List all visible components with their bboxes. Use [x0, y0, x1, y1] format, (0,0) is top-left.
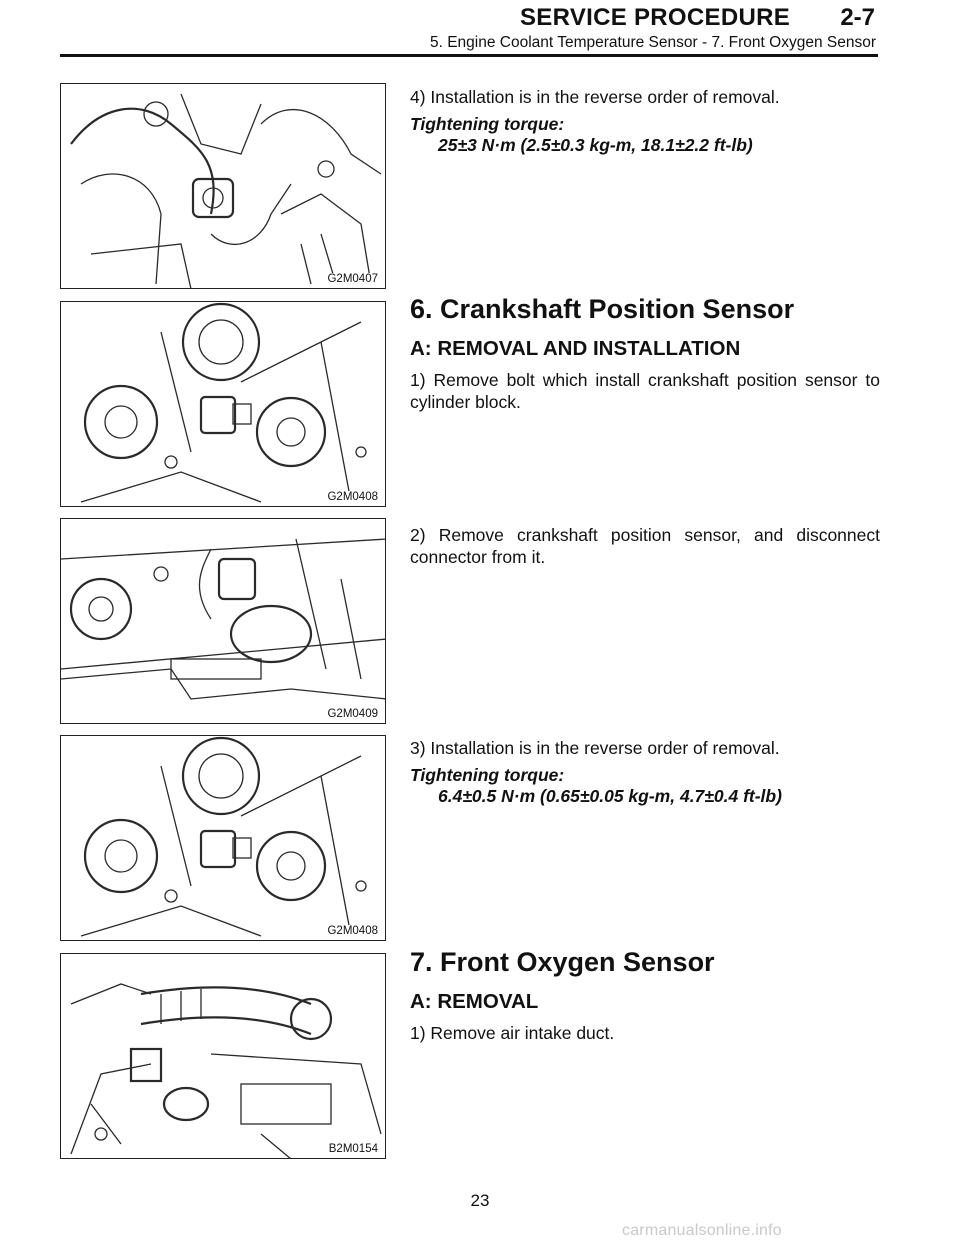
figure-code: G2M0409 [327, 708, 378, 720]
text-block-disconnect [410, 524, 880, 568]
figure-code: G2M0408 [327, 925, 378, 937]
torque-value: 25±3 N·m (2.5±0.3 kg-m, 18.1±2.2 ft-lb) [438, 135, 753, 155]
engine-illustration [61, 302, 386, 507]
figure-engine-coolant-sensor [60, 83, 386, 289]
figure-code: B2M0154 [328, 1143, 378, 1155]
step-text: 3) Installation is in the reverse order of removal. [410, 738, 780, 758]
torque-value: 6.4±0.5 N·m (0.65±0.05 kg-m, 4.7±0.4 ft-lb) [438, 786, 782, 806]
step-text: 1) Remove air intake duct. [410, 1023, 615, 1043]
header-title: SERVICE PROCEDURE [520, 4, 791, 31]
figure-air-intake-duct [60, 953, 386, 1159]
step-text: 4) Installation is in the reverse order of removal. [410, 87, 780, 107]
figure-code: G2M0408 [327, 491, 378, 503]
section-heading: 6. Crankshaft Position Sensor [410, 294, 795, 324]
figure-code: G2M0407 [327, 273, 378, 285]
step-text: 2) Remove crankshaft position sensor, and disconnect connector from it. [410, 525, 880, 567]
section-number: 2-7 [840, 4, 875, 31]
subsection-heading: A: REMOVAL [410, 990, 539, 1013]
page-header [520, 4, 875, 34]
figure-crankshaft-sensor-connector [60, 518, 386, 724]
engine-illustration [61, 519, 386, 724]
engine-illustration [61, 736, 386, 941]
watermark: carmanualsonline.info [622, 1222, 782, 1239]
page-number: 23 [470, 1191, 490, 1210]
subsection-heading: A: REMOVAL AND INSTALLATION [410, 337, 741, 360]
section-heading: 7. Front Oxygen Sensor [410, 947, 715, 977]
header-subtitle: 5. Engine Coolant Temperature Sensor - 7. Front Oxygen Sensor [429, 34, 876, 51]
engine-illustration [61, 954, 386, 1159]
figure-crankshaft-sensor-install [60, 735, 386, 941]
torque-label: Tightening torque: [410, 765, 565, 785]
text-block-crankshaft-sensor [410, 293, 880, 413]
step-text: 1) Remove bolt which install crankshaft position sensor to cylinder block. [410, 370, 880, 412]
torque-label: Tightening torque: [410, 114, 565, 134]
text-block-front-oxygen-sensor [410, 946, 880, 1044]
header-rule [60, 54, 878, 57]
text-block-installation-2 [410, 737, 880, 807]
text-block-installation-1 [410, 86, 880, 156]
figure-crankshaft-sensor-bolt [60, 301, 386, 507]
engine-illustration [61, 84, 386, 289]
